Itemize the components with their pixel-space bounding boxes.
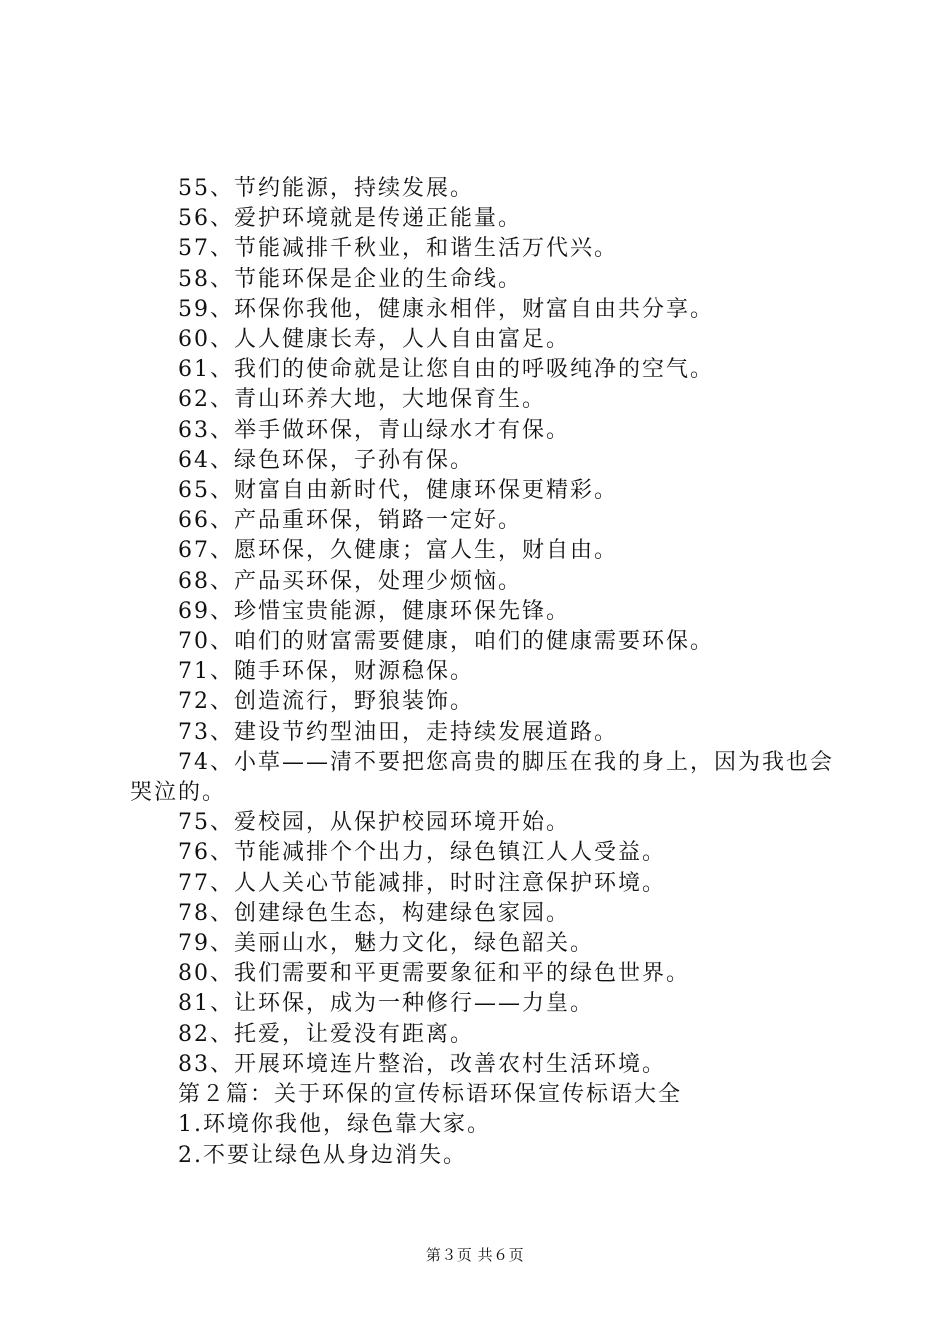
paragraph: 66、产品重环保，销路一定好。 <box>178 508 522 534</box>
paragraph: 67、愿环保，久健康；富人生，财自由。 <box>178 538 618 564</box>
paragraph: 2.不要让绿色从身边消失。 <box>178 1142 467 1168</box>
paragraph: 79、美丽山水，魅力文化，绿色韶关。 <box>178 931 594 957</box>
paragraph: 59、环保你我他，健康永相伴，财富自由共分享。 <box>178 296 714 322</box>
paragraph: 83、开展环境连片整治，改善农村生活环境。 <box>178 1051 666 1077</box>
paragraph: 74、小草——清不要把您高贵的脚压在我的身上，因为我也会哭泣的。 <box>130 749 834 806</box>
paragraph: 68、产品买环保，处理少烦恼。 <box>178 568 522 594</box>
paragraph: 72、创造流行，野狼装饰。 <box>178 689 474 715</box>
paragraph: 65、财富自由新时代，健康环保更精彩。 <box>178 478 618 504</box>
page-footer: 第３页 共６页 <box>425 1246 525 1264</box>
paragraph: 58、节能环保是企业的生命线。 <box>178 266 522 292</box>
paragraph: 75、爱校园，从保护校园环境开始。 <box>178 810 570 836</box>
section-heading: 第２篇：关于环保的宣传标语环保宣传标语大全 <box>178 1082 683 1108</box>
paragraph: 60、人人健康长寿，人人自由富足。 <box>178 327 570 353</box>
paragraph: 70、咱们的财富需要健康，咱们的健康需要环保。 <box>178 629 714 655</box>
document-body <box>130 174 850 1171</box>
paragraph: 63、举手做环保，青山绿水才有保。 <box>178 417 570 443</box>
paragraph: 71、随手环保，财源稳保。 <box>178 659 474 685</box>
paragraph: 82、托爱，让爱没有距离。 <box>178 1021 474 1047</box>
paragraph: 56、爱护环境就是传递正能量。 <box>178 206 522 232</box>
paragraph: 73、建设节约型油田，走持续发展道路。 <box>178 719 618 745</box>
paragraph: 76、节能减排个个出力，绿色镇江人人受益。 <box>178 840 666 866</box>
paragraph: 78、创建绿色生态，构建绿色家园。 <box>178 900 570 926</box>
paragraph: 80、我们需要和平更需要象征和平的绿色世界。 <box>178 961 690 987</box>
paragraph: 81、让环保，成为一种修行——力皇。 <box>178 991 594 1017</box>
paragraph: 62、青山环养大地，大地保育生。 <box>178 387 546 413</box>
paragraph: 77、人人关心节能减排，时时注意保护环境。 <box>178 870 666 896</box>
paragraph: 57、节能减排千秋业，和谐生活万代兴。 <box>178 236 618 262</box>
paragraph: 61、我们的使命就是让您自由的呼吸纯净的空气。 <box>178 357 714 383</box>
paragraph: 55、节约能源，持续发展。 <box>178 176 474 201</box>
paragraph: 64、绿色环保，子孙有保。 <box>178 447 474 473</box>
paragraph: 69、珍惜宝贵能源，健康环保先锋。 <box>178 598 570 624</box>
paragraph: 1.环境你我他，绿色靠大家。 <box>178 1112 491 1138</box>
